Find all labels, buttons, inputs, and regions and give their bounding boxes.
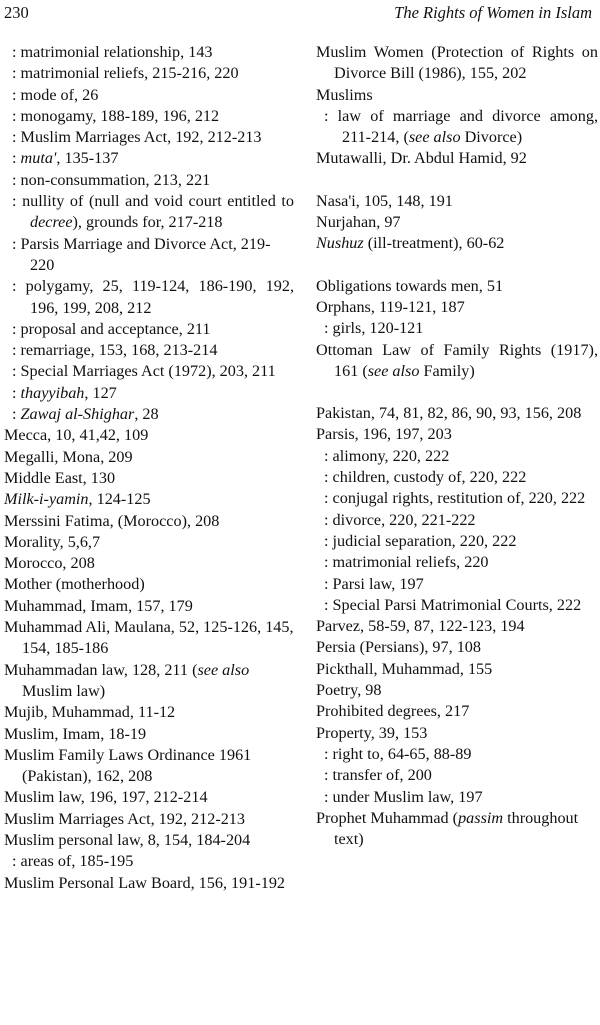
index-entry: Pickthall, Muhammad, 155	[316, 659, 493, 678]
index-subentry: : proposal and acceptance, 211	[12, 319, 211, 338]
index-subentry: : alimony, 220, 222	[324, 446, 450, 465]
index-entry: Mujib, Muhammad, 11-12	[4, 703, 176, 722]
index-entry: Middle East, 130	[4, 468, 116, 487]
index-subentry: : transfer of, 200	[324, 766, 432, 785]
index-entry: Morocco, 208	[4, 554, 95, 573]
index-subentry: : areas of, 185-195	[12, 852, 134, 871]
index-entry: Muslims	[316, 85, 373, 104]
page-number: 230	[4, 3, 29, 22]
index-column-left	[4, 42, 294, 894]
index-entry: Muslim personal law, 8, 154, 184-204	[4, 830, 251, 849]
index-entry: Muslim Marriages Act, 192, 212-213	[4, 809, 245, 828]
index-subentry: : conjugal rights, restitution of, 220, 222	[324, 489, 586, 508]
index-entry: Persia (Persians), 97, 108	[316, 638, 481, 657]
index-subentry: : girls, 120-121	[324, 319, 424, 338]
index-subentry: : thayyibah, 127	[12, 383, 117, 402]
index-entry: Muslim Personal Law Board, 156, 191-192	[4, 873, 286, 892]
italic-term: passim	[458, 808, 504, 827]
index-entry: Ottoman Law of Family Rights (1917), 161 (see also Family)	[316, 340, 598, 380]
index-subentry: : muta', 135-137	[12, 149, 119, 168]
index-subentry: : judicial separation, 220, 222	[324, 531, 517, 550]
italic-term: Zawaj al-Shighar	[20, 405, 135, 424]
index-subentry: : Special Parsi Matrimonial Courts, 222	[324, 595, 582, 614]
italic-term: see also	[408, 128, 461, 147]
index-entry: Mother (motherhood)	[4, 575, 145, 594]
italic-term: see also	[367, 361, 420, 380]
index-entry: Mutawalli, Dr. Abdul Hamid, 92	[316, 149, 527, 168]
index-subentry: : remarriage, 153, 168, 213-214	[12, 341, 218, 360]
index-entry: Muslim law, 196, 197, 212-214	[4, 788, 208, 807]
index-entry: Prophet Muhammad (passim throughout text)	[316, 808, 579, 849]
index-column-right	[316, 42, 598, 850]
index-subentry: : non-consummation, 213, 221	[12, 170, 211, 189]
index-entry: Pakistan, 74, 81, 82, 86, 90, 93, 156, 208	[316, 404, 582, 423]
index-entry: Muhammad Ali, Maulana, 52, 125-126, 145, 154, 185-186	[4, 618, 294, 658]
index-subentry: : polygamy, 25, 119-124, 186-190, 192, 196, 199, 208, 212	[12, 277, 294, 317]
index-subentry: : Parsi law, 197	[324, 574, 424, 593]
index-subentry: : Special Marriages Act (1972), 203, 211	[12, 362, 276, 381]
italic-term: thayyibah	[20, 383, 85, 402]
index-subentry: : monogamy, 188-189, 196, 212	[12, 106, 220, 125]
index-subentry: : Zawaj al-Shighar, 28	[12, 405, 159, 424]
index-entry: Nasa'i, 105, 148, 191	[316, 191, 453, 210]
italic-term: decree	[30, 213, 73, 232]
running-title: The Rights of Women in Islam	[394, 3, 592, 22]
index-entry: Poetry, 98	[316, 681, 382, 700]
index-subentry: : right to, 64-65, 88-89	[324, 744, 472, 763]
index-subentry: : matrimonial reliefs, 215-216, 220	[12, 64, 239, 83]
index-subentry: : matrimonial reliefs, 220	[324, 553, 489, 572]
index-entry: Morality, 5,6,7	[4, 532, 101, 551]
italic-term: muta'	[20, 149, 57, 168]
index-entry: Merssini Fatima, (Morocco), 208	[4, 511, 220, 530]
index-entry: Parsis, 196, 197, 203	[316, 425, 452, 444]
index-subentry: : nullity of (null and void court entitled to decree), grounds for, 217-218	[12, 192, 294, 232]
index-entry: Orphans, 119-121, 187	[316, 297, 465, 316]
index-entry: Property, 39, 153	[316, 723, 428, 742]
index-entry: Parvez, 58-59, 87, 122-123, 194	[316, 617, 525, 636]
index-subentry: : divorce, 220, 221-222	[324, 510, 476, 529]
index-entry: Muhammadan law, 128, 211 (see also Muslim law)	[4, 660, 250, 700]
italic-term: Nushuz	[316, 234, 364, 253]
index-subentry: : mode of, 26	[12, 85, 99, 104]
index-entry: Obligations towards men, 51	[316, 276, 504, 295]
index-subentry: : children, custody of, 220, 222	[324, 468, 527, 487]
index-subentry: : Parsis Marriage and Divorce Act, 219-220	[12, 234, 271, 274]
italic-term: see also	[197, 660, 250, 679]
page-header	[4, 2, 592, 26]
index-subentry: : Muslim Marriages Act, 192, 212-213	[12, 128, 262, 147]
index-entry: Megalli, Mona, 209	[4, 447, 133, 466]
index-entry: Mecca, 10, 41,42, 109	[4, 426, 149, 445]
index-entry: Muslim Women (Protection of Rights on Divorce Bill (1986), 155, 202	[316, 43, 598, 83]
index-entry: Prohibited degrees, 217	[316, 702, 470, 721]
index-entry: Nushuz (ill-treatment), 60-62	[316, 234, 505, 253]
index-subentry: : under Muslim law, 197	[324, 787, 483, 806]
index-entry: Nurjahan, 97	[316, 213, 401, 232]
index-entry: Muhammad, Imam, 157, 179	[4, 596, 193, 615]
index-subentry: : matrimonial relationship, 143	[12, 43, 213, 61]
index-entry: Muslim Family Laws Ordinance 1961 (Pakistan), 162, 208	[4, 745, 252, 786]
index-entry: Milk-i-yamin, 124-125	[4, 490, 151, 509]
italic-term: Milk-i-yamin	[4, 490, 89, 509]
index-subentry: : law of marriage and divorce among, 211-214, (see also Divorce)	[324, 106, 598, 147]
index-entry: Muslim, Imam, 18-19	[4, 724, 147, 743]
